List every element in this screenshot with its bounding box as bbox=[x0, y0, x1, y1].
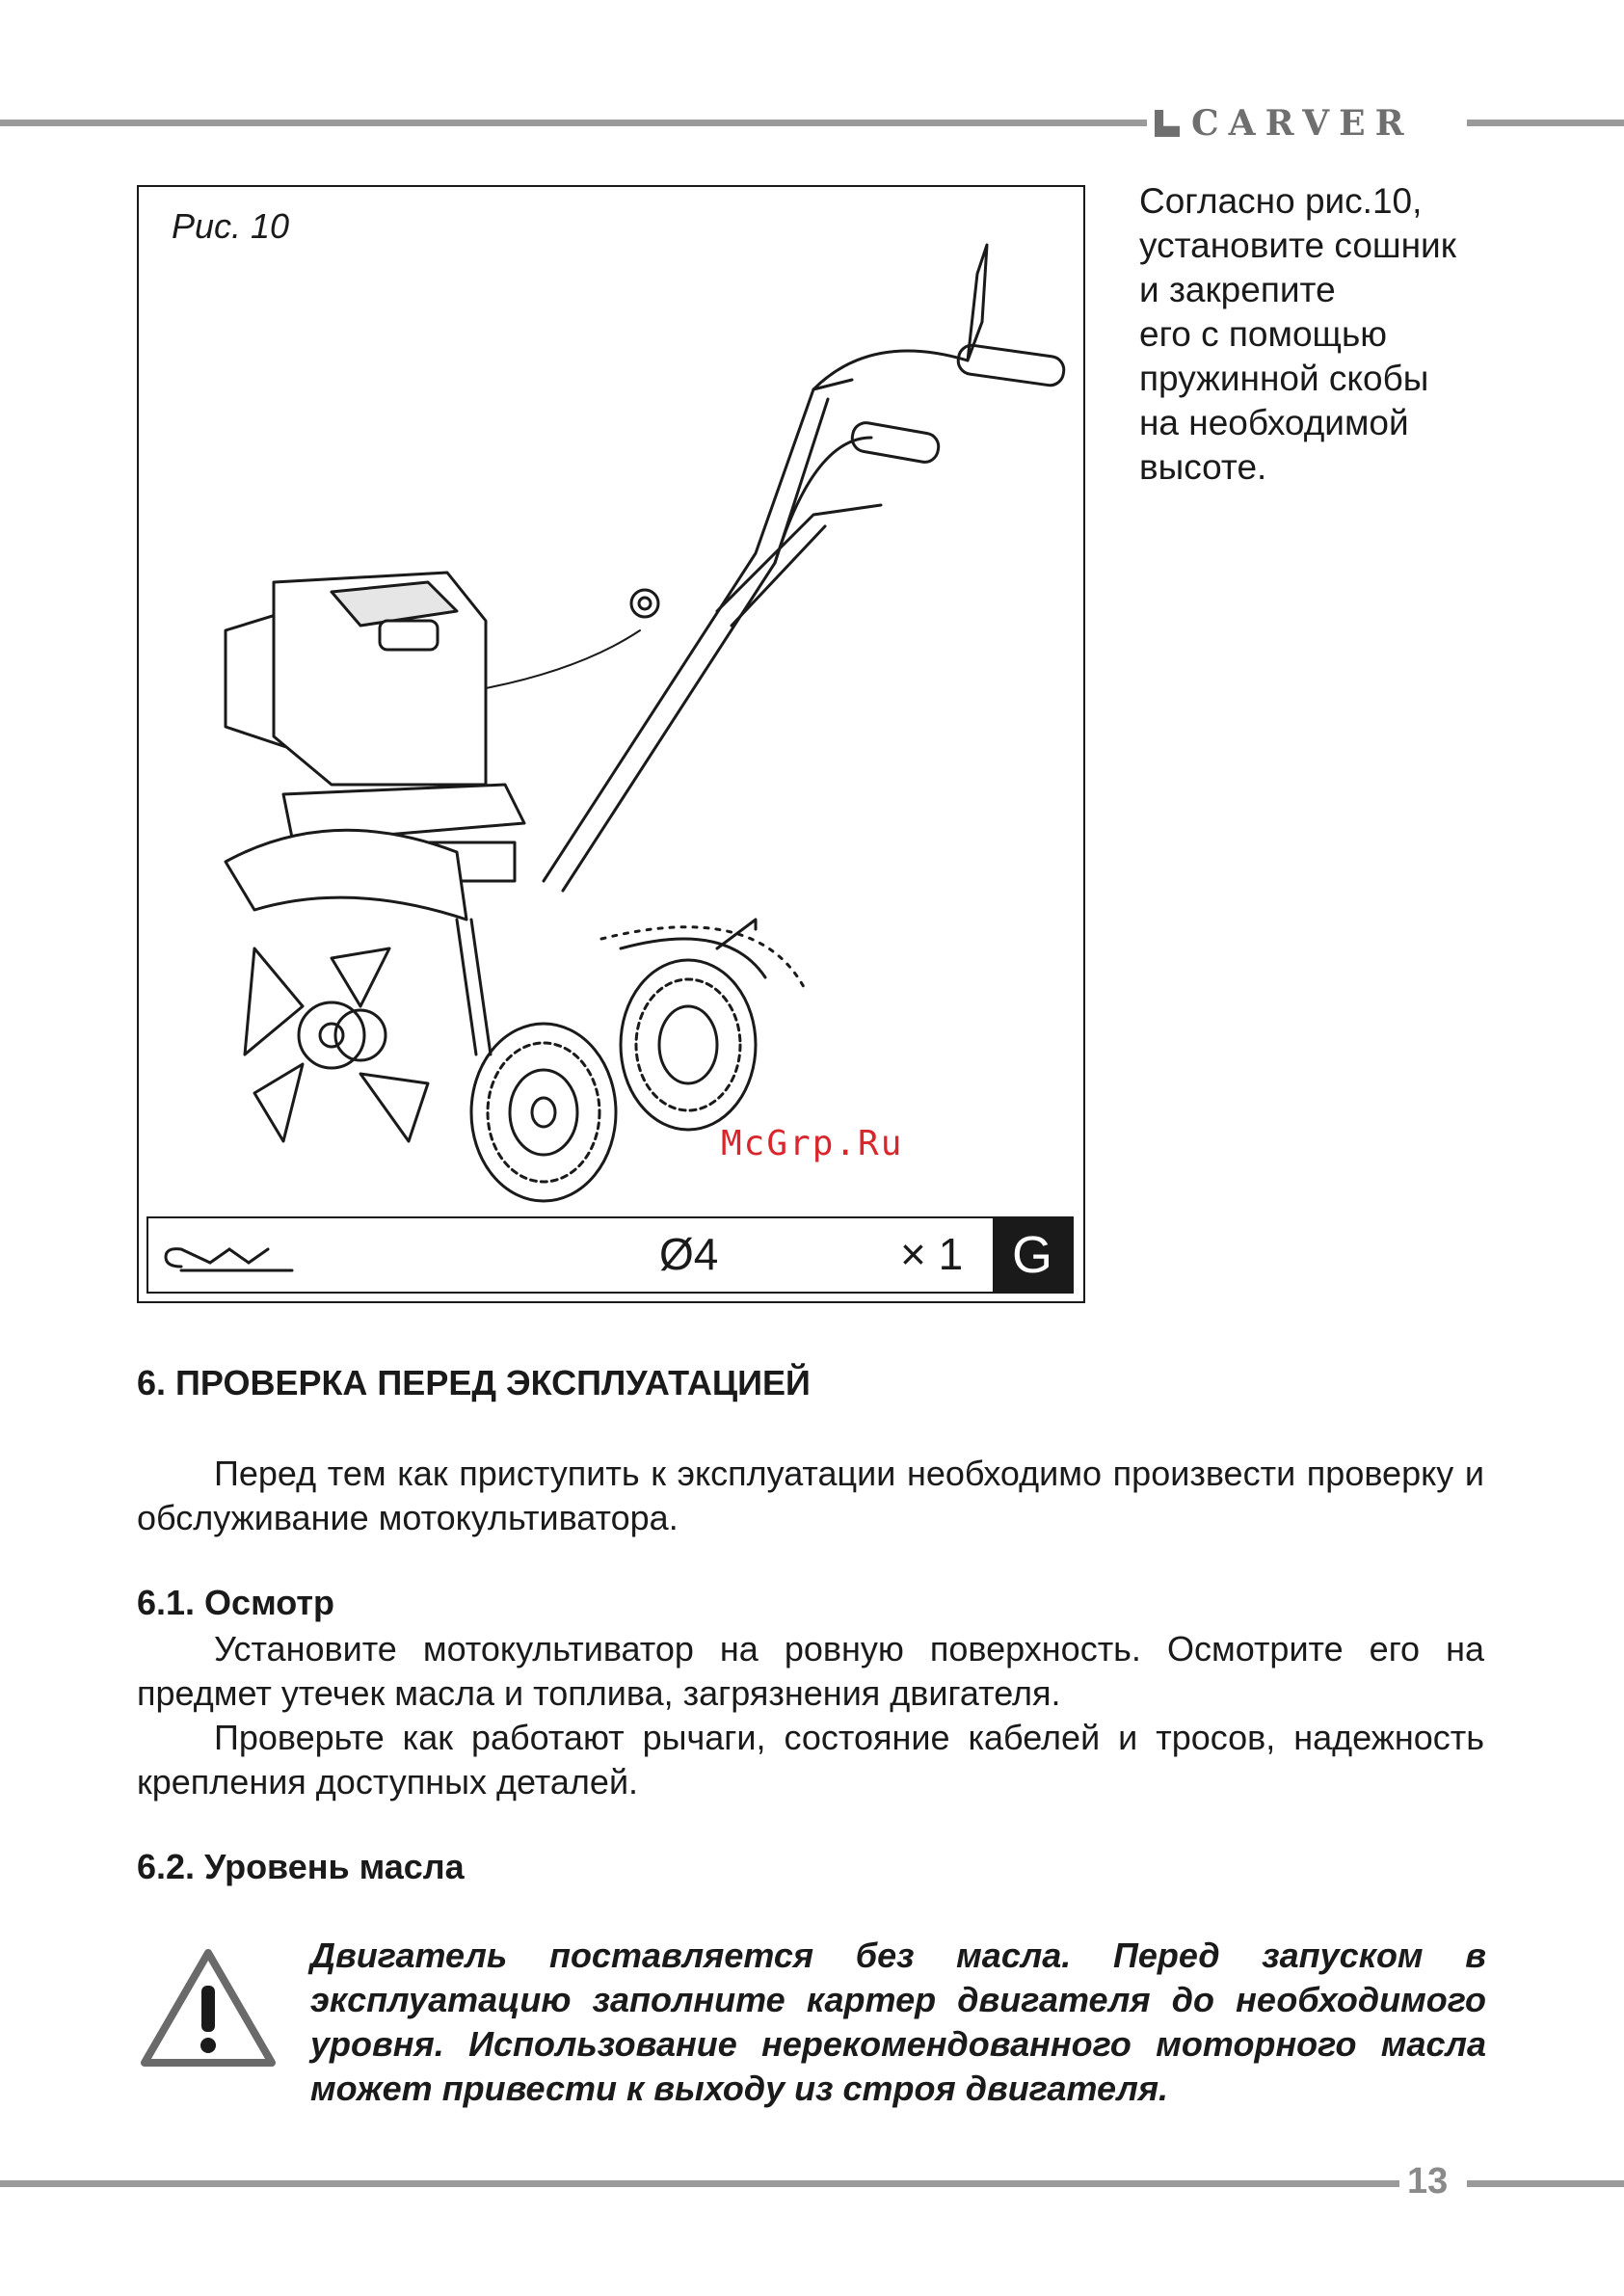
section-6-intro: Перед тем как приступить к эксплуатации необходимо произвести проверку и обслуживание мотокультиватора. bbox=[137, 1454, 1484, 1537]
caption-line: установите сошник bbox=[1139, 226, 1456, 265]
spring-clip-icon bbox=[162, 1240, 297, 1274]
figure-label: Рис. 10 bbox=[172, 206, 290, 246]
caption-line: высоте. bbox=[1139, 447, 1267, 487]
caption-line: на необходимой bbox=[1139, 403, 1409, 442]
header-rule-right bbox=[1467, 120, 1624, 126]
figure-caption bbox=[1139, 179, 1525, 490]
footer-rule-left bbox=[0, 2180, 1399, 2187]
oil-warning-text: Двигатель поставляется без масла. Перед запуском в эксплуатацию заполните картер двигателя до необходимого уровня. Использование нерекомендованного моторного масла может привести к выходу из строя двигателя. bbox=[310, 1936, 1486, 2108]
footer-rule-right bbox=[1467, 2180, 1624, 2187]
brand-logo bbox=[1155, 102, 1461, 145]
pin-diameter: Ø4 bbox=[659, 1229, 719, 1279]
header-rule-left bbox=[0, 120, 1147, 126]
section-6-1-heading: 6.1. Осмотр bbox=[137, 1583, 334, 1622]
page-number: 13 bbox=[1407, 2161, 1449, 2202]
caption-line: его с помощью bbox=[1139, 314, 1387, 354]
caption-line: пружинной скобы bbox=[1139, 359, 1429, 398]
brand-mark-icon bbox=[1155, 110, 1180, 137]
section-6-2-heading: 6.2. Уровень масла bbox=[137, 1847, 465, 1886]
part-code-badge: G bbox=[993, 1218, 1072, 1292]
caption-line: и закрепите bbox=[1139, 270, 1336, 309]
brand-name: CARVER bbox=[1191, 103, 1414, 144]
watermark: McGrp.Ru bbox=[721, 1124, 904, 1163]
caption-line: Согласно рис.10, bbox=[1139, 181, 1423, 221]
warning-icon bbox=[139, 1947, 278, 2070]
section-6-heading: 6. ПРОВЕРКА ПЕРЕД ЭКСПЛУАТАЦИЕЙ bbox=[137, 1363, 811, 1402]
cultivator-illustration-icon bbox=[139, 187, 1083, 1209]
figure-10 bbox=[137, 185, 1085, 1303]
section-6-1-paragraph-2: Проверьте как работают рычаги, состояние кабелей и тросов, надежность крепления доступных деталей. bbox=[137, 1718, 1484, 1802]
part-spec-bar bbox=[146, 1216, 1074, 1294]
section-6-1-paragraph-1: Установите мотокультиватор на ровную поверхность. Осмотрите его на предмет утечек масла и топлива, загрязнения двигателя. bbox=[137, 1629, 1484, 1713]
pin-quantity: × 1 bbox=[900, 1229, 964, 1279]
